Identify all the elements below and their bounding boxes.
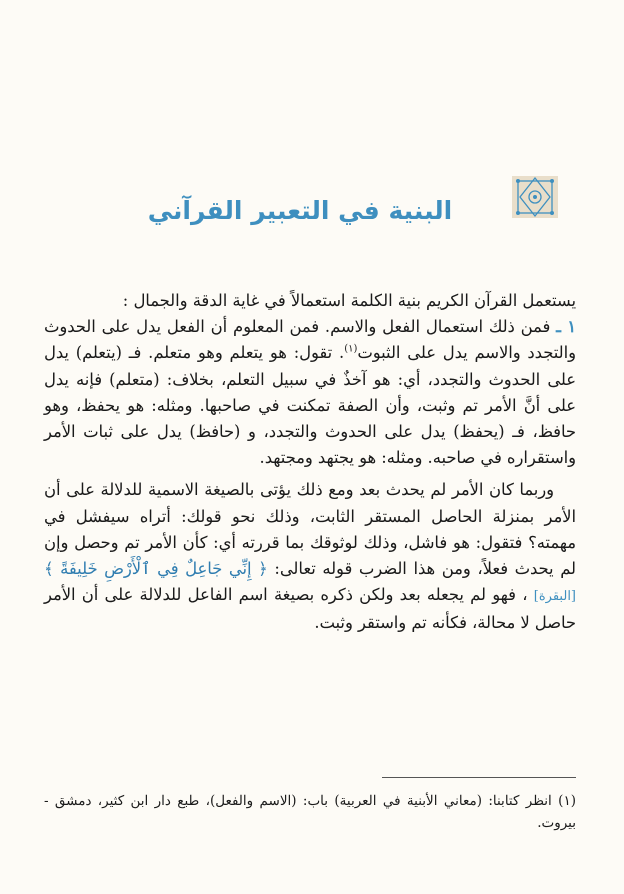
point-paragraph xyxy=(44,314,576,471)
footnote-text: انظر كتابنا: (معاني الأبنية في العربية) باب: (الاسم والفعل)، طبع دار ابن كثير، دمشق - بيروت. xyxy=(44,793,576,831)
point-text-1: فمن ذلك استعمال الفعل والاسم. فمن المعلوم أن الفعل يدل على الحدوث والتجدد والاسم يدل على الثبوت xyxy=(44,317,576,363)
footnote-ref[interactable]: (١) xyxy=(344,343,358,355)
quran-verse: ﴿ إِنِّي جَاعِلٌ فِي ٱلْأَرْضِ خَلِيفَةً ﴾ xyxy=(44,559,268,579)
footnote xyxy=(44,790,576,834)
intro-paragraph: يستعمل القرآن الكريم بنية الكلمة استعمالاً في غاية الدقة والجمال : xyxy=(122,291,576,310)
point-text-2: . تقول: هو يتعلم وهو متعلم. فـ (يتعلم) يدل على الحدوث والتجدد، أي: هو آخذٌ في سبيل التعلم، بخلاف: (متعلم) فإنه يدل على أنَّ الأمر تم وثبت، وأن الصفة تمكنت في صاحبها. ومثله: هو يحفظ، وهو حافظ، فـ (يحفظ) يدل على الحدوث والتجدد، و (حافظ) يدل على ثبات الأمر واستقراره في صاحبه. ومثله: هو يجتهد ومجتهد. xyxy=(44,343,576,468)
second-paragraph xyxy=(44,477,576,636)
para2-text-2: ، فهو لم يجعله بعد ولكن ذكره بصيغة اسم الفاعل للدلالة على أن الأمر حاصل لا محالة، فكأنه تم واستقر وثبت. xyxy=(44,585,576,633)
body-text xyxy=(44,288,576,637)
point-number: ١ ـ xyxy=(556,317,576,337)
para2-text-1: وربما كان الأمر لم يحدث بعد ومع ذلك يؤتى بالصيغة الاسمية للدلالة على أن الأمر بمنزلة الحاصل المستقر الثابت، وذلك نحو قولك: أتراه سيفشل في مهمته؟ فتقول: هو فاشل، وذلك لوثوقك بما قررته أي: كأن الأمر تم وحصل وإن لم يحدث فعلاً، ومن هذا الضرب قوله تعالى: xyxy=(44,480,576,579)
footnote-divider xyxy=(382,777,576,778)
page-title: البنية في التعبير القرآني xyxy=(147,196,453,225)
footnote-number: (١) xyxy=(558,793,576,809)
sura-reference: [البقرة] xyxy=(533,589,576,605)
